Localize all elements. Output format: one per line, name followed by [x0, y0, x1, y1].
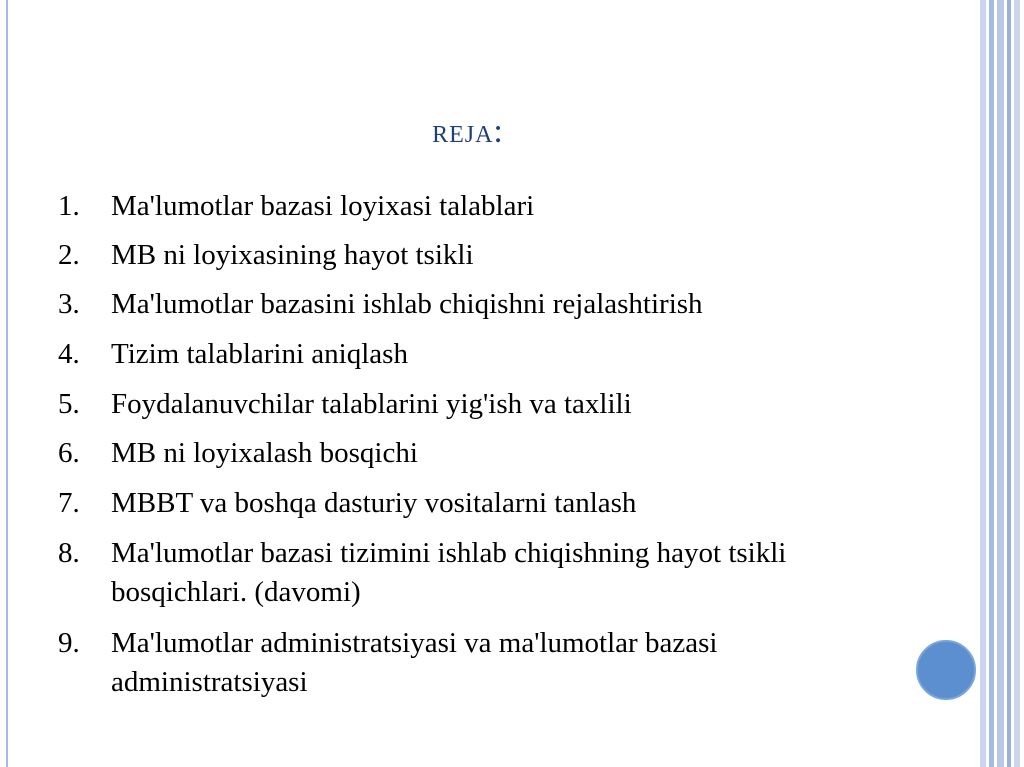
list-item-number: 3. — [58, 288, 80, 320]
list-item-number: 9. — [58, 627, 80, 659]
list-item-text: Ma'lumotlar administratsiyasi va ma'lumotlar bazasi administratsiyasi — [111, 627, 718, 698]
list-item-text: Foydalanuvchilar talablarini yig'ish va taxlili — [111, 388, 632, 420]
list-item-number: 7. — [58, 487, 80, 519]
list-item — [58, 534, 848, 612]
right-stripe — [980, 0, 986, 767]
list-item-text: Ma'lumotlar bazasini ishlab chiqishni rejalashtirish — [111, 288, 703, 320]
list-item-number: 2. — [58, 239, 80, 271]
list-item-number: 5. — [58, 388, 80, 420]
right-stripe — [989, 0, 994, 767]
slide-title: reja: — [432, 113, 504, 150]
list-item-text: MBBT va boshqa dasturiy vositalarni tanlash — [111, 487, 637, 519]
list-item-number: 4. — [58, 338, 80, 370]
list-item — [58, 236, 858, 275]
list-item-text: Ma'lumotlar bazasi tizimini ishlab chiqishning hayot tsikli bosqichlari. (davomi) — [111, 537, 787, 608]
list-item-text: MB ni loyixalash bosqichi — [111, 437, 418, 469]
list-item — [58, 187, 858, 226]
list-item-text: MB ni loyixasining hayot tsikli — [111, 239, 474, 271]
list-item — [58, 335, 858, 374]
list-item — [58, 624, 848, 702]
list-item — [58, 385, 858, 424]
list-item-number: 6. — [58, 437, 80, 469]
right-stripe — [1007, 0, 1011, 767]
list-item-number: 8. — [58, 537, 80, 569]
list-item-text: Tizim talablarini aniqlash — [111, 338, 408, 370]
decorative-circle-icon — [916, 640, 976, 700]
list-item — [58, 285, 858, 324]
right-stripe — [997, 0, 1004, 767]
list-item — [58, 434, 858, 473]
list-item — [58, 484, 858, 523]
list-item-number: 1. — [58, 190, 80, 222]
list-item-text: Ma'lumotlar bazasi loyixasi talablari — [111, 190, 535, 222]
right-stripe — [1014, 0, 1020, 767]
